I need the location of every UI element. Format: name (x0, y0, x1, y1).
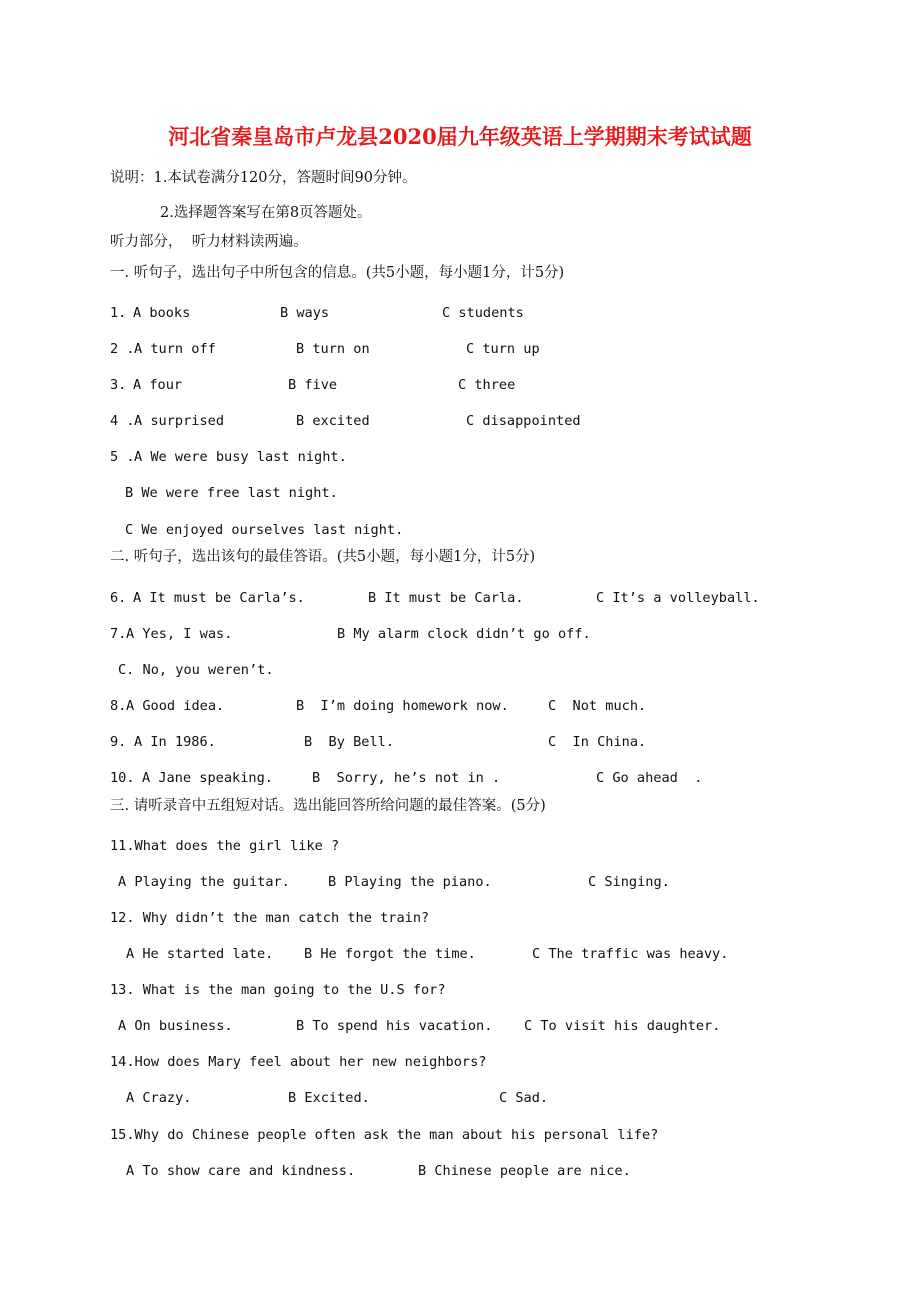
option-a: A He started late. (126, 946, 274, 962)
option-a: A On business. (118, 1018, 233, 1034)
question-text: 13. What is the man going to the U.S for? (110, 982, 446, 998)
question-text: 12. Why didn’t the man catch the train? (110, 910, 430, 926)
option-b: B It must be Carla. (368, 590, 524, 606)
option-c: C Go ahead . (596, 770, 703, 786)
option-b: B Sorry, he’s not in . (312, 770, 501, 786)
option-b: B I’m doing homework now. (296, 698, 509, 714)
option-c: C The traffic was heavy. (532, 946, 729, 962)
question-number: 2 . (110, 341, 135, 357)
option-a: A Playing the guitar. (118, 874, 290, 890)
question-number: 3. (110, 377, 127, 393)
option-a: A We were busy last night. (134, 449, 347, 465)
section-2-heading: 二. 听句子，选出该句的最佳答语。(共5小题，每小题1分，计5分) (110, 549, 536, 565)
option-c: C. No, you weren’t. (118, 662, 274, 678)
option-a: A Crazy. (126, 1090, 192, 1106)
question-number: 4 . (110, 413, 135, 429)
question-text: 11.What does the girl like ? (110, 838, 340, 854)
section-1-heading: 一. 听句子，选出句子中所包含的信息。(共5小题，每小题1分，计5分) (110, 265, 565, 281)
option-b: B He forgot the time. (304, 946, 476, 962)
option-b: B five (288, 377, 338, 393)
question-text: 15.Why do Chinese people often ask the man about his personal life? (110, 1127, 659, 1143)
option-c: C students (442, 305, 524, 321)
option-c: C turn up (466, 341, 540, 357)
option-c: C disappointed (466, 413, 581, 429)
question-number: 7. (110, 626, 127, 642)
option-a: A Jane speaking. (142, 770, 273, 786)
option-a: A Yes, I was. (126, 626, 233, 642)
option-b: B Chinese people are nice. (418, 1163, 631, 1179)
listening-note: 听力部分， 听力材料读两遍。 (110, 234, 308, 250)
option-a: A To show care and kindness. (126, 1163, 356, 1179)
question-number: 6. (110, 590, 127, 606)
note-line-1: 说明：1.本试卷满分120分，答题时间90分钟。 (110, 170, 417, 186)
question-text: 14.How does Mary feel about her new neighbors? (110, 1054, 487, 1070)
option-b: B To spend his vacation. (296, 1018, 493, 1034)
option-c: C three (458, 377, 516, 393)
note-line-2: 2.选择题答案写在第8页答题处。 (160, 205, 372, 221)
option-a: A Good idea. (126, 698, 225, 714)
document-title: 河北省秦皇岛市卢龙县2020届九年级英语上学期期末考试试题 (168, 124, 752, 149)
option-a: A four (133, 377, 183, 393)
option-c: C Sad. (499, 1090, 549, 1106)
option-c: C It’s a volleyball. (596, 590, 760, 606)
option-b: B Excited. (288, 1090, 370, 1106)
option-b: B turn on (296, 341, 370, 357)
option-b: B My alarm clock didn’t go off. (337, 626, 591, 642)
option-b: B excited (296, 413, 370, 429)
option-c: C To visit his daughter. (524, 1018, 721, 1034)
option-c: C Not much. (548, 698, 647, 714)
option-a: A surprised (134, 413, 225, 429)
option-a: A books (133, 305, 191, 321)
option-c: C Singing. (588, 874, 670, 890)
question-number: 9. (110, 734, 127, 750)
option-b: B By Bell. (304, 734, 395, 750)
option-a: A In 1986. (134, 734, 216, 750)
option-c: C In China. (548, 734, 647, 750)
option-c: C We enjoyed ourselves last night. (125, 522, 404, 538)
section-3-heading: 三. 请听录音中五组短对话。选出能回答所给问题的最佳答案。(5分) (110, 798, 546, 814)
question-number: 8. (110, 698, 127, 714)
option-a: A It must be Carla’s. (133, 590, 305, 606)
question-number: 1. (110, 305, 127, 321)
option-b: B ways (280, 305, 330, 321)
question-number: 5 . (110, 449, 135, 465)
option-b: B We were free last night. (125, 485, 338, 501)
option-a: A turn off (134, 341, 216, 357)
question-number: 10. (110, 770, 135, 786)
option-b: B Playing the piano. (328, 874, 492, 890)
